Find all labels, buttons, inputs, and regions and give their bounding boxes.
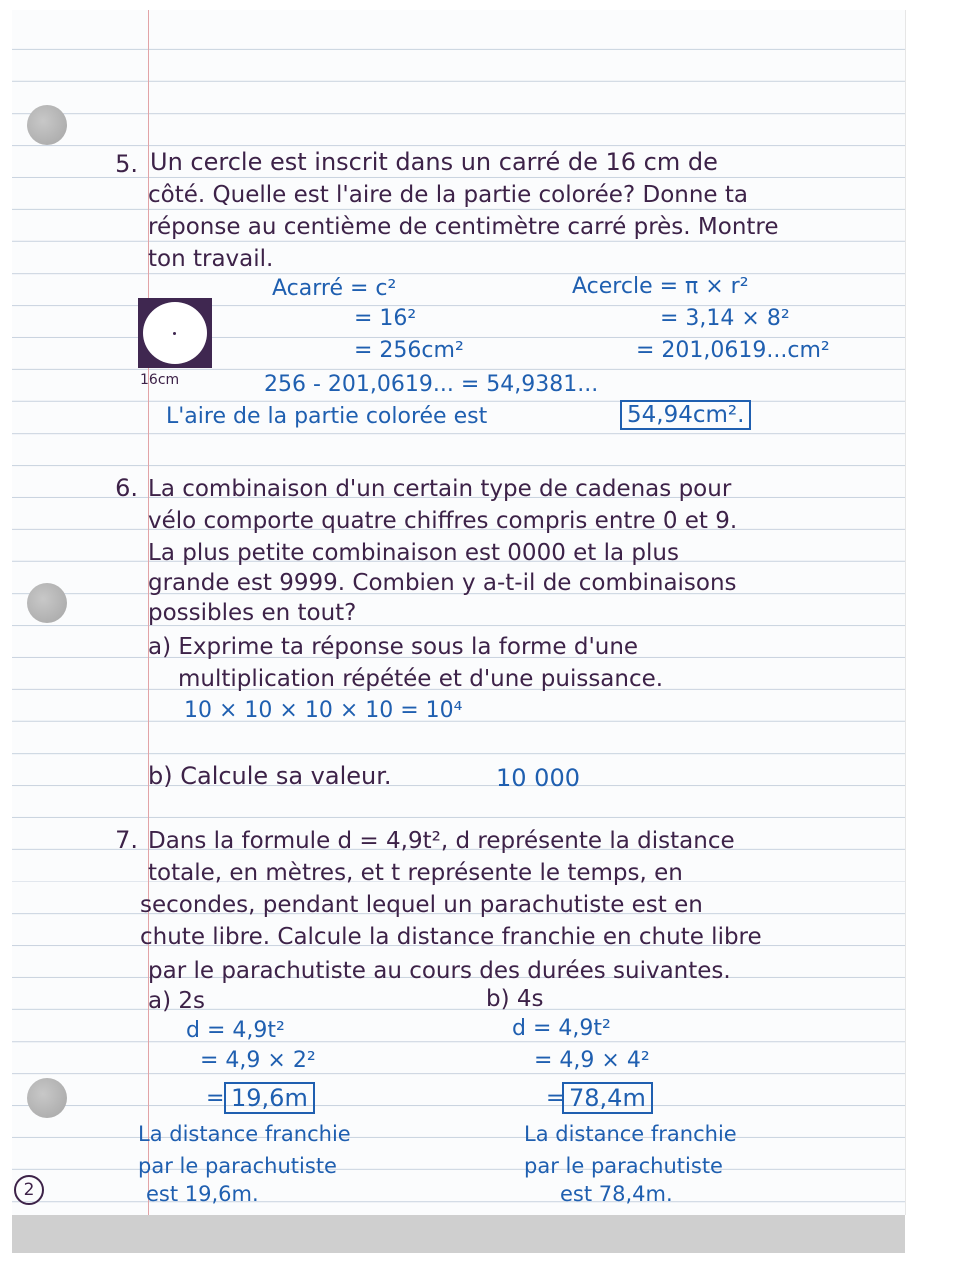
q7-part-a-formula: d = 4,9t²: [186, 1018, 285, 1043]
q6-answer-a: 10 × 10 × 10 × 10 = 10⁴: [184, 698, 463, 723]
q6-line-4: grande est 9999. Combien y a-t-il de combinaisons: [148, 570, 737, 596]
q5-difference: 256 - 201,0619... = 54,9381...: [264, 372, 599, 397]
scan-bottom-strip: [12, 1215, 905, 1253]
q7-part-a-conclusion-1: La distance franchie: [138, 1122, 351, 1146]
q7-part-b-equals: =: [546, 1086, 565, 1111]
q7-part-a-label: a) 2s: [148, 988, 205, 1014]
q7-part-a-equals: =: [206, 1086, 225, 1111]
q6-answer-b: 10 000: [496, 764, 580, 792]
q5-line-4: ton travail.: [148, 246, 274, 272]
q7-part-b-step: = 4,9 × 4²: [534, 1048, 650, 1073]
circle-center-dot: [173, 332, 176, 335]
q7-part-b-conclusion-2: par le parachutiste: [524, 1154, 723, 1178]
q7-number: 7.: [115, 826, 138, 854]
q6-part-a-line-2: multiplication répétée et d'une puissance.: [178, 666, 664, 692]
q7-line-5: par le parachutiste au cours des durées suivantes.: [148, 958, 731, 984]
q6-line-5: possibles en tout?: [148, 600, 357, 626]
cercle-step-2: = 201,0619...cm²: [636, 338, 830, 363]
q6-part-a-line-1: a) Exprime ta réponse sous la forme d'une: [148, 634, 639, 660]
q7-line-4: chute libre. Calcule la distance franchie en chute libre: [140, 924, 762, 950]
q7-part-a-result: 19,6m: [224, 1082, 315, 1114]
q6-line-3: La plus petite combinaison est 0000 et la plus: [148, 540, 679, 566]
q7-line-2: totale, en mètres, et t représente le temps, en: [148, 860, 683, 886]
q7-part-b-result: 78,4m: [562, 1082, 653, 1114]
q7-part-b-conclusion-1: La distance franchie: [524, 1122, 737, 1146]
q7-part-b-conclusion-3: est 78,4m.: [560, 1182, 673, 1206]
q7-part-a-conclusion-3: est 19,6m.: [146, 1182, 259, 1206]
q5-answer-box: 54,94cm².: [620, 400, 751, 430]
q7-part-a-step: = 4,9 × 2²: [200, 1048, 316, 1073]
cercle-formula: Acercle = π × r²: [572, 274, 749, 299]
q5-line-2: côté. Quelle est l'aire de la partie colorée? Donne ta: [148, 182, 748, 208]
page-number-badge: 2: [14, 1175, 44, 1205]
q7-part-b-label: b) 4s: [486, 986, 544, 1012]
q6-number: 6.: [115, 474, 138, 502]
binder-hole-bottom: [27, 1078, 67, 1118]
q7-part-a-conclusion-2: par le parachutiste: [138, 1154, 337, 1178]
figure-side-label: 16cm: [140, 372, 180, 388]
binder-hole-middle: [27, 583, 67, 623]
binder-hole-top: [27, 105, 67, 145]
q7-line-3: secondes, pendant lequel un parachutiste est en: [140, 892, 703, 918]
q5-number: 5.: [115, 150, 138, 178]
q5-line-3: réponse au centième de centimètre carré près. Montre: [148, 214, 779, 240]
carre-step-2: = 256cm²: [354, 338, 464, 363]
carre-step-1: = 16²: [354, 306, 417, 331]
q6-part-b: b) Calcule sa valeur.: [148, 762, 392, 790]
cercle-step-1: = 3,14 × 8²: [660, 306, 790, 331]
q7-line-1: Dans la formule d = 4,9t², d représente la distance: [148, 828, 735, 854]
q7-part-b-formula: d = 4,9t²: [512, 1016, 611, 1041]
carre-formula: Acarré = c²: [272, 276, 397, 301]
q6-line-1: La combinaison d'un certain type de cadenas pour: [148, 476, 732, 502]
q5-answer-text: L'aire de la partie colorée est: [166, 404, 488, 429]
q5-line-1: Un cercle est inscrit dans un carré de 16 cm de: [150, 148, 718, 176]
q6-line-2: vélo comporte quatre chiffres compris entre 0 et 9.: [148, 508, 738, 534]
